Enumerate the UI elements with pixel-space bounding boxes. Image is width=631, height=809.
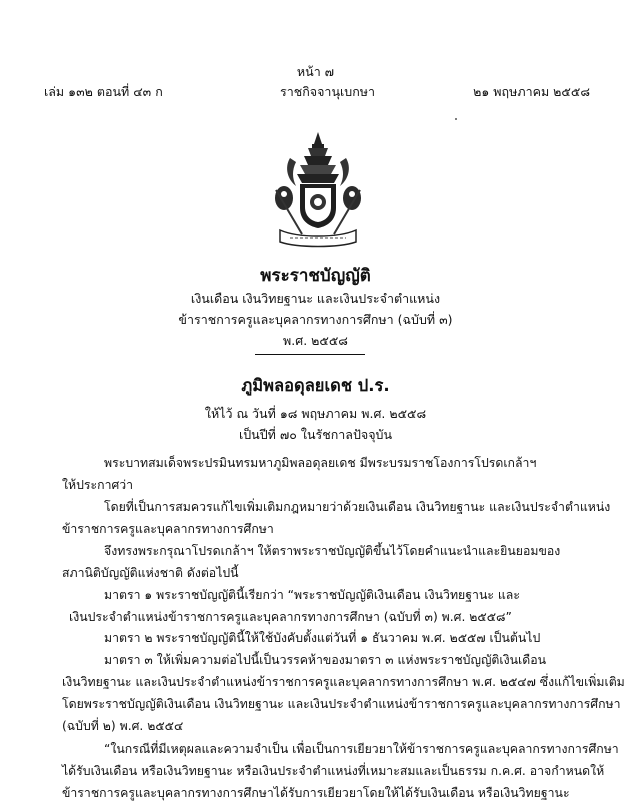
reign-year: เป็นปีที่ ๗๐ ในรัชกาลปัจจุบัน [238,427,393,442]
body-line: ข้าราชการครูและบุคลากรทางการศึกษา [62,522,274,536]
body-line: (ฉบับที่ ๒) พ.ศ. ๒๕๕๔ [62,719,184,733]
body-line: เงินประจำตำแหน่งข้าราชการครูและบุคลากรทางการศึกษา (ฉบับที่ ๓) พ.ศ. ๒๕๕๘” [69,610,512,624]
section-3: มาตรา ๓ ให้เพิ่มความต่อไปนี้เป็นวรรคห้าของมาตรา ๓ แห่งพระราชบัญญัติเงินเดือน [104,653,547,667]
body-line: ข้าราชการครูและบุคลากรทางการศึกษาได้รับการเยียวยาโดยให้ได้รับเงินเดือน หรือเงินวิทยฐานะ [62,786,570,800]
body-line: พระบาทสมเด็จพระปรมินทรมหาภูมิพลอดุลยเดช มีพระบรมราชโองการโปรดเกล้าฯ [104,456,537,470]
body-line: จึงทรงพระกรุณาโปรดเกล้าฯ ให้ตราพระราชบัญญัติขึ้นไว้โดยคำแนะนำและยินยอมของ [104,544,561,558]
body-line: “ในกรณีที่มีเหตุผลและความจำเป็น เพื่อเป็นการเยียวยาให้ข้าราชการครูและบุคลากรทางการศึกษา [104,742,619,756]
body-line: ได้รับเงินเดือน หรือเงินวิทยฐานะ หรือเงินประจำตำแหน่งที่เหมาะสมและเป็นธรรม ก.ค.ศ. อาจกำหนดให้ [62,764,605,778]
title-line-2: ข้าราชการครูและบุคลากรทางการศึกษา (ฉบับที่ ๓) [178,312,453,327]
page-number: หน้า ๗ [296,64,335,79]
title-year: พ.ศ. ๒๕๕๘ [283,333,348,348]
body-line: สภานิติบัญญัติแห่งชาติ ดังต่อไปนี้ [62,566,239,580]
body-line: ให้ประกาศว่า [62,478,134,492]
gazette-name: ราชกิจจานุเบกษา [280,84,376,99]
title-line-1: เงินเดือน เงินวิทยฐานะ และเงินประจำตำแหน่ง [190,291,441,306]
garuda-royal-emblem-icon [270,130,366,248]
king-name: ภูมิพลอดุลยเดช ป.ร. [241,376,390,395]
gazette-date: ๒๑ พฤษภาคม ๒๕๕๘ [473,84,590,99]
body-line: โดยพระราชบัญญัติเงินเดือน เงินวิทยฐานะ และเงินประจำตำแหน่งข้าราชการครูและบุคลากรทางการศึกษา [62,697,621,711]
title-divider [255,354,365,355]
body-line: เงินวิทยฐานะ และเงินประจำตำแหน่งข้าราชการครูและบุคลากรทางการศึกษา พ.ศ. ๒๕๔๗ ซึ่งแก้ไขเพิ่มเติม [62,675,625,689]
scan-speck [455,118,457,120]
body-line: โดยที่เป็นการสมควรแก้ไขเพิ่มเติมกฎหมายว่าด้วยเงินเดือน เงินวิทยฐานะ และเงินประจำตำแหน่ง [104,500,611,514]
given-date: ให้ไว้ ณ วันที่ ๑๘ พฤษภาคม พ.ศ. ๒๕๕๘ [204,406,427,421]
document-title: พระราชบัญญัติ [260,266,371,286]
volume-issue: เล่ม ๑๓๒ ตอนที่ ๔๓ ก [44,84,163,99]
section-1: มาตรา ๑ พระราชบัญญัตินี้เรียกว่า “พระราชบัญญัติเงินเดือน เงินวิทยฐานะ และ [104,588,520,602]
section-2: มาตรา ๒ พระราชบัญญัตินี้ให้ใช้บังคับตั้งแต่วันที่ ๑ ธันวาคม พ.ศ. ๒๕๕๗ เป็นต้นไป [104,631,541,645]
